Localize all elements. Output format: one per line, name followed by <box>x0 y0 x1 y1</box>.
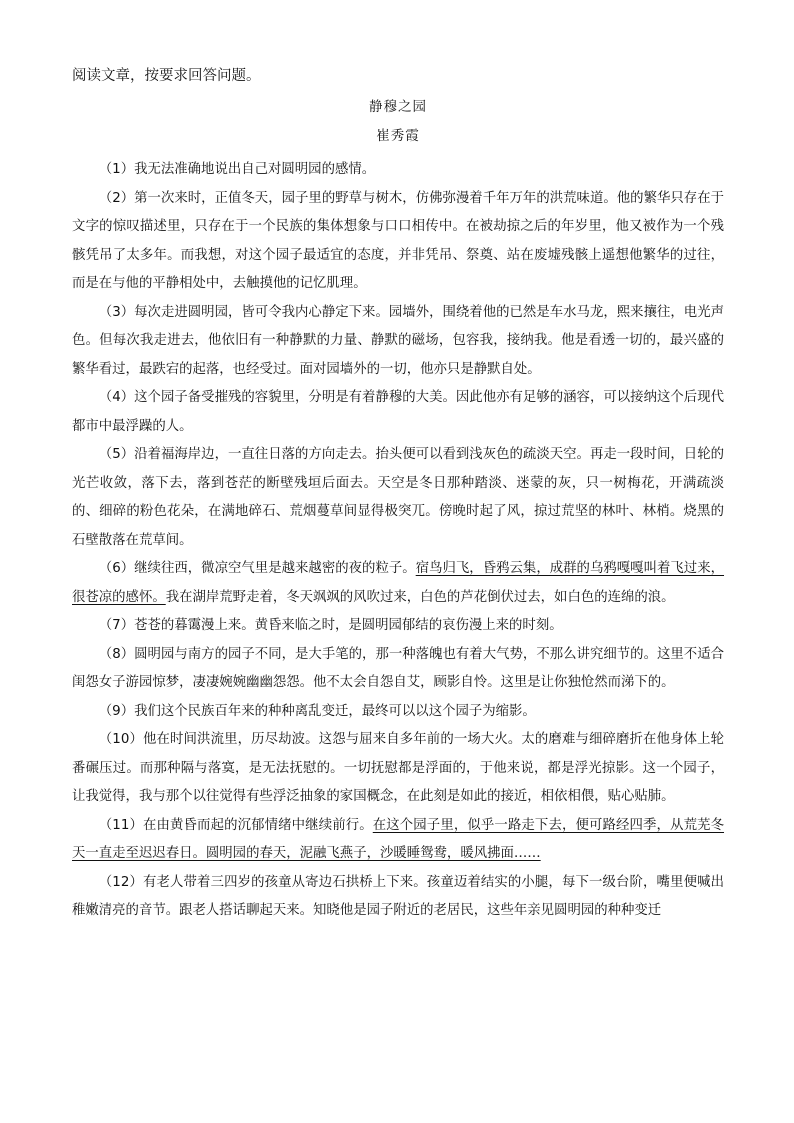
paragraph-text: 每次走进圆明园，皆可令我内心静定下来。园墙外，围绕着他的已然是车水马龙，熙来攘往，电光声色。但每次我走进去，他依旧有一种静默的力量、静默的磁场，包容我，接纳我。他是看透一切的，最兴盛的繁华看过，最跌宕的起落，也经受过。面对园墙外的一切，他亦只是静默自处。 <box>72 304 724 377</box>
paragraph-3 <box>72 299 724 385</box>
paragraph-number: （11） <box>98 817 143 833</box>
paragraph-text: 继续往西，微凉空气里是越来越密的夜的粒子。 <box>134 561 416 576</box>
paragraph-7 <box>72 612 724 641</box>
paragraph-2 <box>72 185 724 299</box>
paragraph-number: （6） <box>98 561 135 576</box>
article-body <box>72 156 724 926</box>
paragraph-6 <box>72 555 724 612</box>
paragraph-10 <box>72 726 724 812</box>
paragraph-number: （3） <box>98 304 135 320</box>
paragraph-number: （7） <box>98 618 135 633</box>
paragraph-number: （10） <box>98 732 143 747</box>
paragraph-text: 圆明园与南方的园子不同，是大手笔的，那一种落魄也有着大气势，不那么讲究细节的。这里不适合闺怨女子游园惊梦，凄凄婉婉幽幽怨怨。他不太会自怨自艾，顾影自怜。这里是让你独怆然而涕下的。 <box>72 646 724 690</box>
paragraph-text: 第一次来时，正值冬天，园子里的野草与树木，仿佛弥漫着千年万年的洪荒味道。他的繁华只存在于文字的惊叹描述里，只存在于一个民族的集体想象与口口相传中。在被劫掠之后的年岁里，他又被作为一个残骸凭吊了太多年。而我想，对这个园子最适宜的态度，并非凭吊、祭奠、站在废墟残骸上遥想他繁华的过往，而是在与他的平静相处中，去触摸他的记忆肌理。 <box>72 190 724 291</box>
paragraph-9 <box>72 698 724 727</box>
paragraph-text: 他在时间洪流里，历尽劫波。这怨与屈来自多年前的一场大火。太的磨难与细碎磨折在他身体上轮番碾压过。而那种隔与落寞，是无法抚慰的。一切抚慰都是浮面的，于他来说，都是浮光掠影。这一个园子，让我觉得，我与那个以往觉得有些浮泛抽象的家国概念，在此刻是如此的接近，相依相偎，贴心贴肺。 <box>72 732 724 804</box>
paragraph-text: 苍苍的暮霭漫上来。黄昏来临之时，是圆明园郁结的哀伤漫上来的时刻。 <box>134 618 563 633</box>
paragraph-text: 有老人带着三四岁的孩童从寄边石拱桥上下来。孩童迈着结实的小腿，每下一级台阶，嘴里便喊出稚嫩清亮的音节。跟老人搭话聊起天来。知晓他是园子附近的老居民，这些年亲见圆明园的种种变迁 <box>72 874 724 918</box>
paragraph-text: 在由黄昏而起的沉郁情绪中继续前行。 <box>143 817 373 833</box>
paragraph-5 <box>72 441 724 555</box>
paragraph-number: （5） <box>98 447 135 462</box>
paragraph-number: （9） <box>98 703 135 719</box>
paragraph-number: （1） <box>98 162 135 177</box>
paragraph-text: 我无法准确地说出自己对圆明园的感情。 <box>134 162 376 177</box>
paragraph-11 <box>72 812 724 869</box>
question-instruction: 阅读文章，按要求回答问题。 <box>72 68 261 84</box>
paragraph-text: 沿着福海岸边，一直往日落的方向走去。抬头便可以看到浅灰色的疏淡天空。再走一段时间，日轮的光芒收敛，落下去，落到苍茫的断壁残垣后面去。天空是冬日那种踏淡、迷蒙的灰，只一树梅花，开满疏淡的、细碎的粉色花朵，在满地碎石、荒烟蔓草间显得极突兀。傍晚时起了风，掠过荒坚的林叶、林梢。烧黑的石壁散落在荒草间。 <box>72 447 724 548</box>
paragraph-text: 我们这个民族百年来的种种离乱变迁，最终可以以这个园子为缩影。 <box>134 703 536 719</box>
underlined-sentence: 宿鸟归飞，昏鸦云集，成群的乌鸦嘎嘎叫着飞过来，很苍凉的感怀。 <box>72 561 725 605</box>
article-title: 静穆之园 <box>369 99 427 115</box>
underlined-sentence: 在这个园子里，似乎一路走下去，便可路经四季，从荒芜冬天一直走至迟迟春日。圆明园的春天，泥融飞燕子，沙暖睡鸳鸯，暖风拂面…… <box>72 817 725 861</box>
paragraph-4 <box>72 384 724 441</box>
paragraph-1 <box>72 156 724 185</box>
paragraph-text-after: 我在湖岸荒野走着，冬天飒飒的风吹过来，白色的芦花倒伏过去，如白色的连绵的浪。 <box>165 589 675 605</box>
paragraph-12 <box>72 869 724 926</box>
paragraph-number: （4） <box>98 390 135 405</box>
paragraph-number: （12） <box>98 874 143 890</box>
paragraph-number: （2） <box>98 190 135 206</box>
paragraph-8 <box>72 641 724 698</box>
paragraph-number: （8） <box>98 646 135 662</box>
article-author: 崔秀霞 <box>376 128 420 144</box>
paragraph-text: 这个园子备受摧残的容貌里，分明是有着静穆的大美。因此他亦有足够的涵容，可以接纳这个后现代都市中最浮躁的人。 <box>72 390 724 434</box>
